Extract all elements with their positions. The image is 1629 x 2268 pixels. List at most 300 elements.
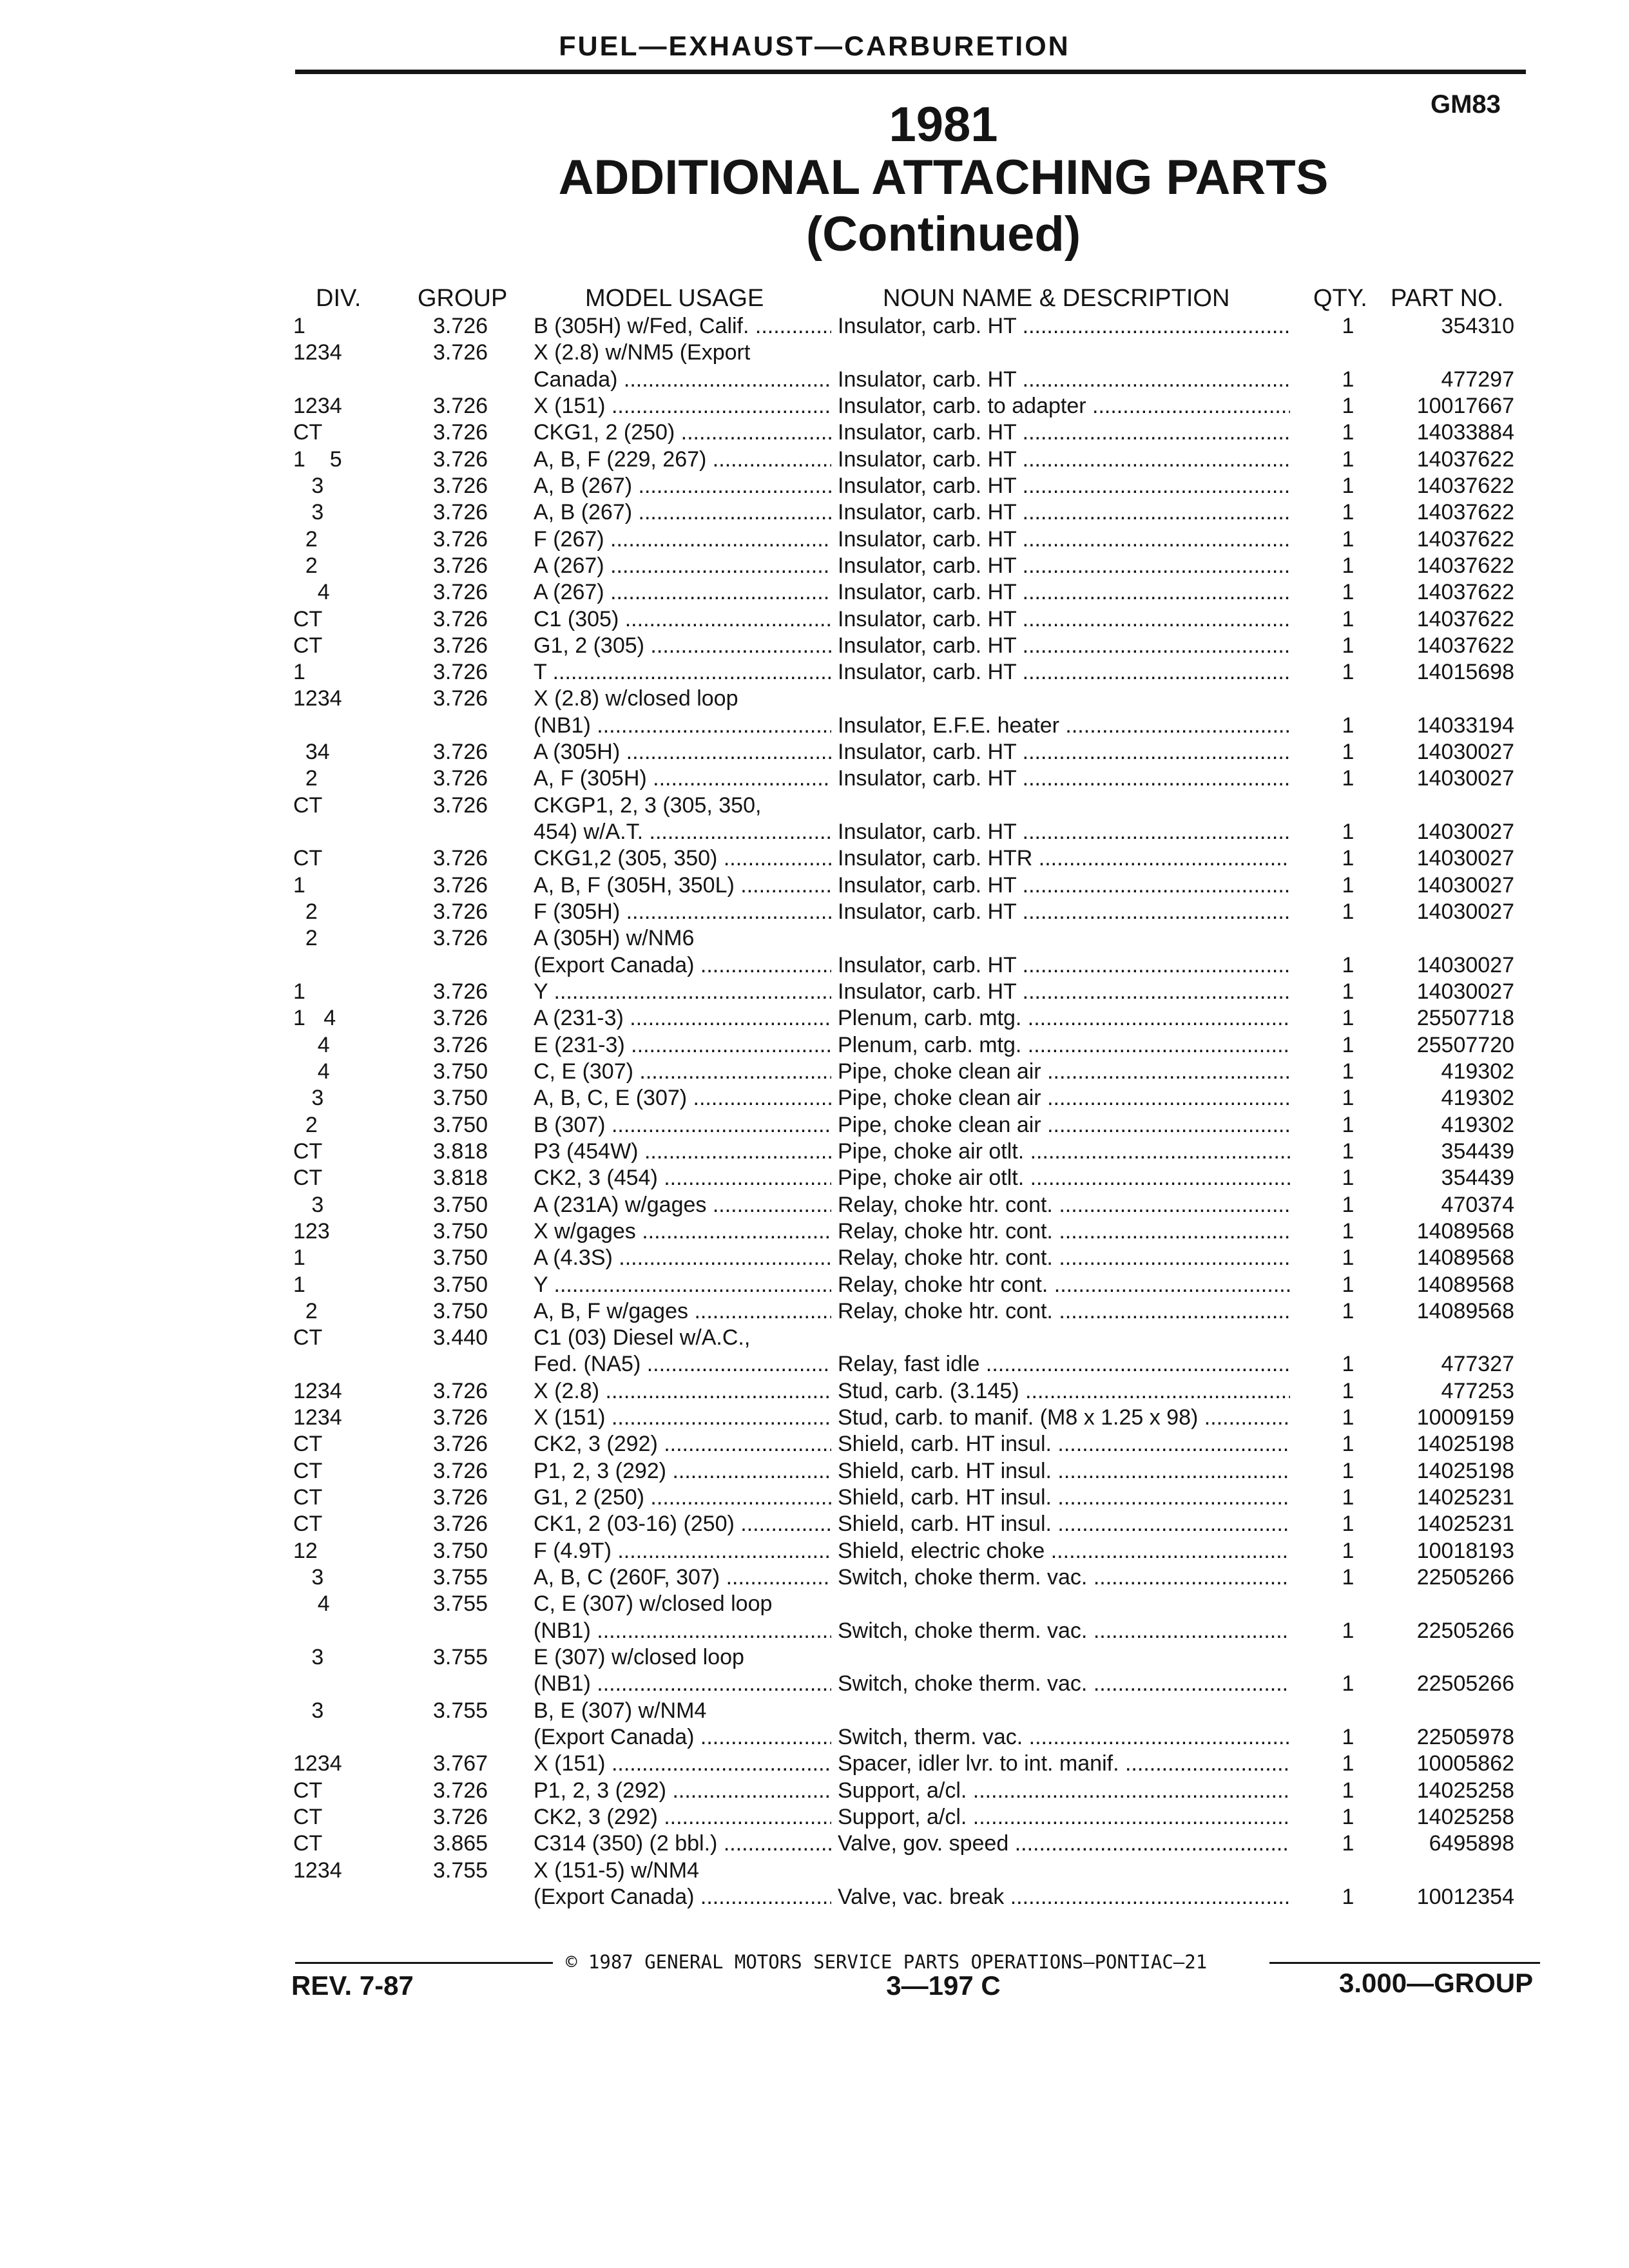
cell-qty: 1	[1342, 1086, 1354, 1111]
cell-model: G1, 2 (250) .....	[534, 1485, 831, 1510]
cell-group: 3.726	[433, 1458, 488, 1483]
cell-div: 3	[293, 1192, 324, 1217]
table-row	[0, 1193, 1629, 1219]
cell-group: 3.726	[433, 1804, 488, 1829]
table-row	[0, 1539, 1629, 1565]
table-row	[0, 474, 1629, 500]
cell-group: 3.726	[433, 1378, 488, 1403]
cell-model: CKG1,2 (305, 350) .....	[534, 846, 831, 871]
page-year: 1981	[889, 97, 998, 152]
cell-noun: Shield, carb. HT insul. .....	[838, 1512, 1290, 1537]
cell-qty: 1	[1342, 1352, 1354, 1377]
table-row	[0, 1299, 1629, 1325]
cell-noun: Insulator, carb. HT .....	[838, 553, 1290, 579]
cell-part: 14030027	[1416, 979, 1514, 1004]
cell-qty: 1	[1342, 1751, 1354, 1776]
cell-noun: Switch, choke therm. vac. .....	[838, 1619, 1290, 1644]
cell-div: CT	[293, 1831, 323, 1856]
cell-model: (NB1) .....	[534, 713, 831, 738]
cell-part: 14037622	[1416, 447, 1514, 472]
cell-model: E (307) w/closed loop	[534, 1645, 744, 1669]
cell-group: 3.767	[433, 1751, 488, 1776]
cell-qty: 1	[1342, 1298, 1354, 1323]
cell-group: 3.726	[433, 314, 488, 338]
table-row	[0, 846, 1629, 872]
table-row	[0, 367, 1629, 394]
cell-part: 14037622	[1416, 606, 1514, 631]
cell-part: 10018193	[1416, 1538, 1514, 1563]
cell-div: CT	[293, 846, 323, 871]
cell-noun: Plenum, carb. mtg. .....	[838, 1006, 1290, 1031]
cell-part: 14030027	[1416, 740, 1514, 765]
cell-part: 10012354	[1416, 1884, 1514, 1909]
table-row	[0, 1459, 1629, 1485]
header-rule	[295, 70, 1526, 74]
cell-part: 14025198	[1416, 1458, 1514, 1483]
cell-noun: Shield, carb. HT insul. .....	[838, 1485, 1290, 1510]
cell-qty: 1	[1342, 393, 1354, 418]
table-row	[0, 633, 1629, 660]
cell-group: 3.726	[433, 420, 488, 445]
cell-part: 14030027	[1416, 899, 1514, 925]
cell-div: CT	[293, 1325, 323, 1350]
cell-noun: Switch, therm. vac. .....	[838, 1725, 1290, 1750]
cell-qty: 1	[1342, 1831, 1354, 1856]
cell-model: (Export Canada) .....	[534, 953, 831, 978]
cell-group: 3.726	[433, 1405, 488, 1430]
cell-noun: Insulator, carb. HT .....	[838, 420, 1290, 445]
cell-group: 3.750	[433, 1086, 488, 1111]
cell-part: 477297	[1441, 367, 1514, 392]
cell-noun: Shield, carb. HT insul. .....	[838, 1432, 1290, 1457]
cell-model: CK2, 3 (454) .....	[534, 1166, 831, 1191]
cell-part: 14089568	[1416, 1218, 1514, 1244]
cell-qty: 1	[1342, 1218, 1354, 1244]
cell-model: F (305H) .....	[534, 899, 831, 925]
cell-noun: Switch, choke therm. vac. .....	[838, 1565, 1290, 1590]
cell-noun: Insulator, carb. HT .....	[838, 979, 1290, 1004]
cell-div: 1	[293, 660, 305, 685]
cell-div: 4	[293, 580, 330, 605]
cell-part: 14030027	[1416, 952, 1514, 977]
cell-model: A, B, C (260F, 307) .....	[534, 1565, 831, 1590]
cell-noun: Insulator, carb. HT .....	[838, 314, 1290, 339]
table-row	[0, 1086, 1629, 1112]
cell-qty: 1	[1342, 1884, 1354, 1909]
cell-qty: 1	[1342, 660, 1354, 685]
cell-div: 1	[293, 979, 305, 1004]
cell-part: 14030027	[1416, 766, 1514, 791]
table-row	[0, 686, 1629, 713]
cell-div: 4	[293, 1059, 330, 1084]
cell-group: 3.726	[433, 553, 488, 578]
cell-part: 22505978	[1416, 1724, 1514, 1749]
table-row	[0, 1565, 1629, 1591]
cell-qty: 1	[1342, 899, 1354, 925]
cell-model: (NB1) .....	[534, 1619, 831, 1644]
cell-model: A (231-3) .....	[534, 1006, 831, 1031]
table-row	[0, 527, 1629, 553]
table-row	[0, 766, 1629, 793]
cell-model: C, E (307) w/closed loop	[534, 1591, 773, 1617]
cell-group: 3.726	[433, 1512, 488, 1537]
cell-group: 3.750	[433, 1298, 488, 1323]
cell-group: 3.726	[433, 846, 488, 871]
cell-part: 10005862	[1416, 1751, 1514, 1776]
table-row	[0, 926, 1629, 952]
cell-model: A (267) .....	[534, 580, 831, 605]
page-subtitle: (Continued)	[805, 207, 1081, 262]
cell-group: 3.726	[433, 740, 488, 765]
table-row	[0, 1858, 1629, 1885]
cell-model: C, E (307) .....	[534, 1059, 831, 1084]
cell-noun: Pipe, choke clean air .....	[838, 1059, 1290, 1084]
cell-noun: Insulator, carb. HT .....	[838, 447, 1290, 472]
cell-part: 14089568	[1416, 1298, 1514, 1323]
cell-div: 123	[293, 1218, 330, 1244]
cell-group: 3.726	[433, 633, 488, 658]
table-row	[0, 1725, 1629, 1751]
cell-noun: Insulator, carb. to adapter .....	[838, 394, 1290, 419]
cell-qty: 1	[1342, 1272, 1354, 1297]
cell-div: 12	[293, 1538, 318, 1563]
cell-noun: Valve, gov. speed .....	[838, 1831, 1290, 1856]
cell-noun: Stud, carb. (3.145) .....	[838, 1379, 1290, 1404]
cell-div: 2	[293, 899, 318, 925]
cell-model: F (267) .....	[534, 527, 831, 552]
cell-model: CKG1, 2 (250) .....	[534, 420, 831, 445]
table-row	[0, 1245, 1629, 1272]
cell-qty: 1	[1342, 580, 1354, 605]
cell-div: 1 4	[293, 1006, 336, 1031]
table-row	[0, 1405, 1629, 1432]
cell-div: CT	[293, 793, 323, 818]
table-row	[0, 607, 1629, 633]
cell-part: 22505266	[1416, 1671, 1514, 1696]
cell-qty: 1	[1342, 1378, 1354, 1403]
cell-model: 454) w/A.T. .....	[534, 820, 831, 845]
table-row	[0, 740, 1629, 766]
cell-div: CT	[293, 1458, 323, 1483]
col-header-noun: NOUN NAME & DESCRIPTION	[883, 285, 1230, 312]
cell-part: 14037622	[1416, 526, 1514, 552]
cell-group: 3.750	[433, 1245, 488, 1271]
cell-model: CK2, 3 (292) .....	[534, 1805, 831, 1830]
copyright-line: © 1987 GENERAL MOTORS SERVICE PARTS OPERATIONS—PONTIAC—21	[566, 1951, 1208, 1973]
cell-qty: 1	[1342, 606, 1354, 631]
page-title: ADDITIONAL ATTACHING PARTS	[558, 150, 1329, 205]
cell-noun: Insulator, carb. HTR .....	[838, 846, 1290, 871]
cell-div: CT	[293, 1139, 323, 1164]
table-row	[0, 899, 1629, 926]
cell-model: Fed. (NA5) .....	[534, 1352, 831, 1377]
cell-model: C314 (350) (2 bbl.) .....	[534, 1831, 831, 1856]
cell-group: 3.755	[433, 1591, 488, 1617]
cell-model: A, B, C, E (307) .....	[534, 1086, 831, 1111]
cell-group: 3.726	[433, 1485, 488, 1510]
cell-qty: 1	[1342, 1006, 1354, 1031]
table-row	[0, 793, 1629, 820]
cell-model: CK1, 2 (03-16) (250) .....	[534, 1512, 831, 1537]
cell-qty: 1	[1342, 1245, 1354, 1271]
cell-noun: Relay, choke htr. cont. .....	[838, 1219, 1290, 1244]
cell-qty: 1	[1342, 526, 1354, 552]
cell-part: 14089568	[1416, 1272, 1514, 1297]
cell-div: CT	[293, 420, 323, 445]
cell-div: CT	[293, 1778, 323, 1803]
table-row	[0, 1273, 1629, 1299]
table-row	[0, 1805, 1629, 1831]
cell-model: X (151) .....	[534, 1751, 831, 1776]
cell-noun: Relay, choke htr. cont. .....	[838, 1245, 1290, 1271]
table-row	[0, 1645, 1629, 1671]
cell-noun: Insulator, carb. HT .....	[838, 899, 1290, 925]
cell-model: B (307) .....	[534, 1113, 831, 1138]
cell-div: 3	[293, 473, 324, 498]
cell-qty: 1	[1342, 553, 1354, 578]
cell-noun: Insulator, E.F.E. heater .....	[838, 713, 1290, 738]
cell-part: 14030027	[1416, 872, 1514, 898]
table-row	[0, 1698, 1629, 1725]
cell-qty: 1	[1342, 713, 1354, 738]
cell-div: 1	[293, 1245, 305, 1271]
cell-model: X (2.8) w/closed loop	[534, 686, 738, 711]
table-row	[0, 314, 1629, 340]
cell-qty: 1	[1342, 1059, 1354, 1084]
cell-group: 3.726	[433, 793, 488, 818]
cell-part: 14033194	[1416, 713, 1514, 738]
table-row	[0, 553, 1629, 580]
cell-group: 3.440	[433, 1325, 488, 1350]
cell-model: A (305H) .....	[534, 740, 831, 765]
table-row	[0, 1059, 1629, 1086]
cell-part: 354439	[1441, 1139, 1514, 1164]
section-title: FUEL—EXHAUST—CARBURETION	[559, 31, 1070, 62]
cell-div: CT	[293, 1485, 323, 1510]
cell-group: 3.750	[433, 1059, 488, 1084]
cell-qty: 1	[1342, 1032, 1354, 1057]
cell-div: 3	[293, 1086, 324, 1111]
cell-qty: 1	[1342, 1778, 1354, 1803]
cell-qty: 1	[1342, 1112, 1354, 1137]
table-row	[0, 1325, 1629, 1352]
cell-model: Y .....	[534, 1273, 831, 1298]
cell-noun: Valve, vac. break .....	[838, 1885, 1290, 1910]
table-row	[0, 500, 1629, 526]
cell-div: 1	[293, 1272, 305, 1297]
cell-group: 3.726	[433, 473, 488, 498]
cell-group: 3.726	[433, 447, 488, 472]
cell-noun: Insulator, carb. HT .....	[838, 953, 1290, 978]
cell-qty: 1	[1342, 367, 1354, 392]
cell-qty: 1	[1342, 633, 1354, 658]
cell-model: A, B (267) .....	[534, 474, 831, 499]
cell-div: 1234	[293, 1378, 342, 1403]
cell-noun: Insulator, carb. HT .....	[838, 820, 1290, 845]
cell-div: CT	[293, 1804, 323, 1829]
cell-qty: 1	[1342, 820, 1354, 845]
cell-model: A (267) .....	[534, 553, 831, 579]
cell-group: 3.818	[433, 1139, 488, 1164]
cell-model: P1, 2, 3 (292) .....	[534, 1459, 831, 1484]
cell-model: T .....	[534, 660, 831, 685]
table-row	[0, 1485, 1629, 1512]
col-header-qty: QTY.	[1313, 285, 1367, 312]
cell-group: 3.726	[433, 926, 488, 951]
cell-model: C1 (305) .....	[534, 607, 831, 632]
cell-part: 6495898	[1429, 1831, 1514, 1856]
table-row	[0, 660, 1629, 686]
col-header-div: DIV.	[316, 285, 361, 312]
cell-group: 3.726	[433, 979, 488, 1004]
cell-qty: 1	[1342, 1671, 1354, 1696]
cell-group: 3.726	[433, 393, 488, 418]
cell-group: 3.818	[433, 1166, 488, 1191]
cell-noun: Pipe, choke air otlt. .....	[838, 1139, 1290, 1164]
table-row	[0, 873, 1629, 899]
cell-part: 14025231	[1416, 1485, 1514, 1510]
col-header-group: GROUP	[418, 285, 508, 312]
cell-group: 3.755	[433, 1698, 488, 1723]
cell-part: 14015698	[1416, 660, 1514, 685]
table-row	[0, 1219, 1629, 1245]
cell-qty: 1	[1342, 1538, 1354, 1563]
table-row	[0, 394, 1629, 420]
cell-qty: 1	[1342, 1565, 1354, 1590]
cell-model: A, F (305H) .....	[534, 766, 831, 791]
cell-qty: 1	[1342, 766, 1354, 791]
cell-model: X (151) .....	[534, 394, 831, 419]
cell-div: 2	[293, 926, 318, 951]
cell-div: 3	[293, 1645, 324, 1669]
cell-div: CT	[293, 1512, 323, 1537]
cell-group: 3.726	[433, 606, 488, 631]
col-header-part: PART NO.	[1391, 285, 1504, 312]
cell-div: 1234	[293, 340, 342, 365]
table-row	[0, 1139, 1629, 1166]
cell-group: 3.726	[433, 526, 488, 552]
cell-qty: 1	[1342, 740, 1354, 765]
cell-part: 419302	[1441, 1086, 1514, 1111]
cell-qty: 1	[1342, 1166, 1354, 1191]
cell-noun: Plenum, carb. mtg. .....	[838, 1033, 1290, 1058]
cell-group: 3.726	[433, 1006, 488, 1031]
cell-div: CT	[293, 1166, 323, 1191]
cell-part: 14033884	[1416, 420, 1514, 445]
cell-group: 3.750	[433, 1192, 488, 1217]
cell-qty: 1	[1342, 500, 1354, 525]
cell-group: 3.726	[433, 500, 488, 525]
table-row	[0, 1352, 1629, 1378]
cell-noun: Insulator, carb. HT .....	[838, 367, 1290, 392]
table-row	[0, 1778, 1629, 1805]
cell-part: 14037622	[1416, 473, 1514, 498]
cell-noun: Insulator, carb. HT .....	[838, 500, 1290, 525]
cell-qty: 1	[1342, 1192, 1354, 1217]
cell-div: 1234	[293, 1405, 342, 1430]
cell-part: 22505266	[1416, 1565, 1514, 1590]
cell-group: 3.726	[433, 1032, 488, 1057]
cell-group: 3.726	[433, 1778, 488, 1803]
cell-part: 14025258	[1416, 1804, 1514, 1829]
cell-part: 14030027	[1416, 820, 1514, 845]
cell-noun: Insulator, carb. HT .....	[838, 873, 1290, 898]
cell-group: 3.726	[433, 899, 488, 925]
cell-div: 1234	[293, 393, 342, 418]
cell-part: 419302	[1441, 1059, 1514, 1084]
cell-qty: 1	[1342, 846, 1354, 871]
table-row	[0, 1671, 1629, 1698]
cell-model: P1, 2, 3 (292) .....	[534, 1778, 831, 1803]
table-row	[0, 1591, 1629, 1618]
table-row	[0, 953, 1629, 979]
cell-part: 14037622	[1416, 580, 1514, 605]
cell-div: 1234	[293, 686, 342, 711]
cell-model: A (305H) w/NM6	[534, 926, 695, 951]
cell-div: 3	[293, 500, 324, 525]
cell-part: 477253	[1441, 1378, 1514, 1403]
cell-qty: 1	[1342, 473, 1354, 498]
table-row	[0, 1512, 1629, 1538]
cell-model: A (4.3S) .....	[534, 1245, 831, 1271]
table-row	[0, 580, 1629, 606]
cell-div: 1 5	[293, 447, 342, 472]
cell-noun: Insulator, carb. HT .....	[838, 474, 1290, 499]
cell-model: G1, 2 (305) .....	[534, 633, 831, 658]
cell-div: 4	[293, 1591, 330, 1617]
cell-model: C1 (03) Diesel w/A.C.,	[534, 1325, 751, 1350]
cell-noun: Support, a/cl. .....	[838, 1805, 1290, 1830]
cell-part: 14025198	[1416, 1432, 1514, 1457]
table-row	[0, 713, 1629, 740]
cell-model: (Export Canada) .....	[534, 1885, 831, 1910]
cell-model: A (231A) w/gages .....	[534, 1193, 831, 1218]
cell-part: 477327	[1441, 1352, 1514, 1377]
cell-group: 3.750	[433, 1218, 488, 1244]
cell-part: 14025231	[1416, 1512, 1514, 1537]
footer-rule-left	[295, 1962, 553, 1964]
cell-noun: Insulator, carb. HT .....	[838, 660, 1290, 685]
table-row	[0, 1113, 1629, 1139]
cell-noun: Relay, fast idle .....	[838, 1352, 1290, 1377]
cell-noun: Shield, electric choke .....	[838, 1539, 1290, 1564]
table-row	[0, 340, 1629, 367]
cell-noun: Insulator, carb. HT .....	[838, 740, 1290, 765]
cell-qty: 1	[1342, 1804, 1354, 1829]
cell-div: 2	[293, 1112, 318, 1137]
cell-div: 2	[293, 526, 318, 552]
group-reference: 3.000—GROUP	[1339, 1968, 1534, 1998]
cell-group: 3.755	[433, 1565, 488, 1590]
cell-part: 470374	[1441, 1192, 1514, 1217]
cell-div: CT	[293, 633, 323, 658]
cell-qty: 1	[1342, 1458, 1354, 1483]
cell-model: X w/gages .....	[534, 1219, 831, 1244]
cell-group: 3.726	[433, 872, 488, 898]
cell-div: 2	[293, 553, 318, 578]
cell-noun: Insulator, carb. HT .....	[838, 633, 1290, 658]
cell-div: 2	[293, 1298, 318, 1323]
cell-qty: 1	[1342, 872, 1354, 898]
cell-qty: 1	[1342, 447, 1354, 472]
cell-model: X (151) .....	[534, 1405, 831, 1430]
cell-noun: Shield, carb. HT insul. .....	[838, 1459, 1290, 1484]
cell-qty: 1	[1342, 952, 1354, 977]
cell-noun: Switch, choke therm. vac. .....	[838, 1671, 1290, 1696]
cell-noun: Insulator, carb. HT .....	[838, 766, 1290, 791]
cell-group: 3.750	[433, 1112, 488, 1137]
cell-div: 1234	[293, 1751, 342, 1776]
